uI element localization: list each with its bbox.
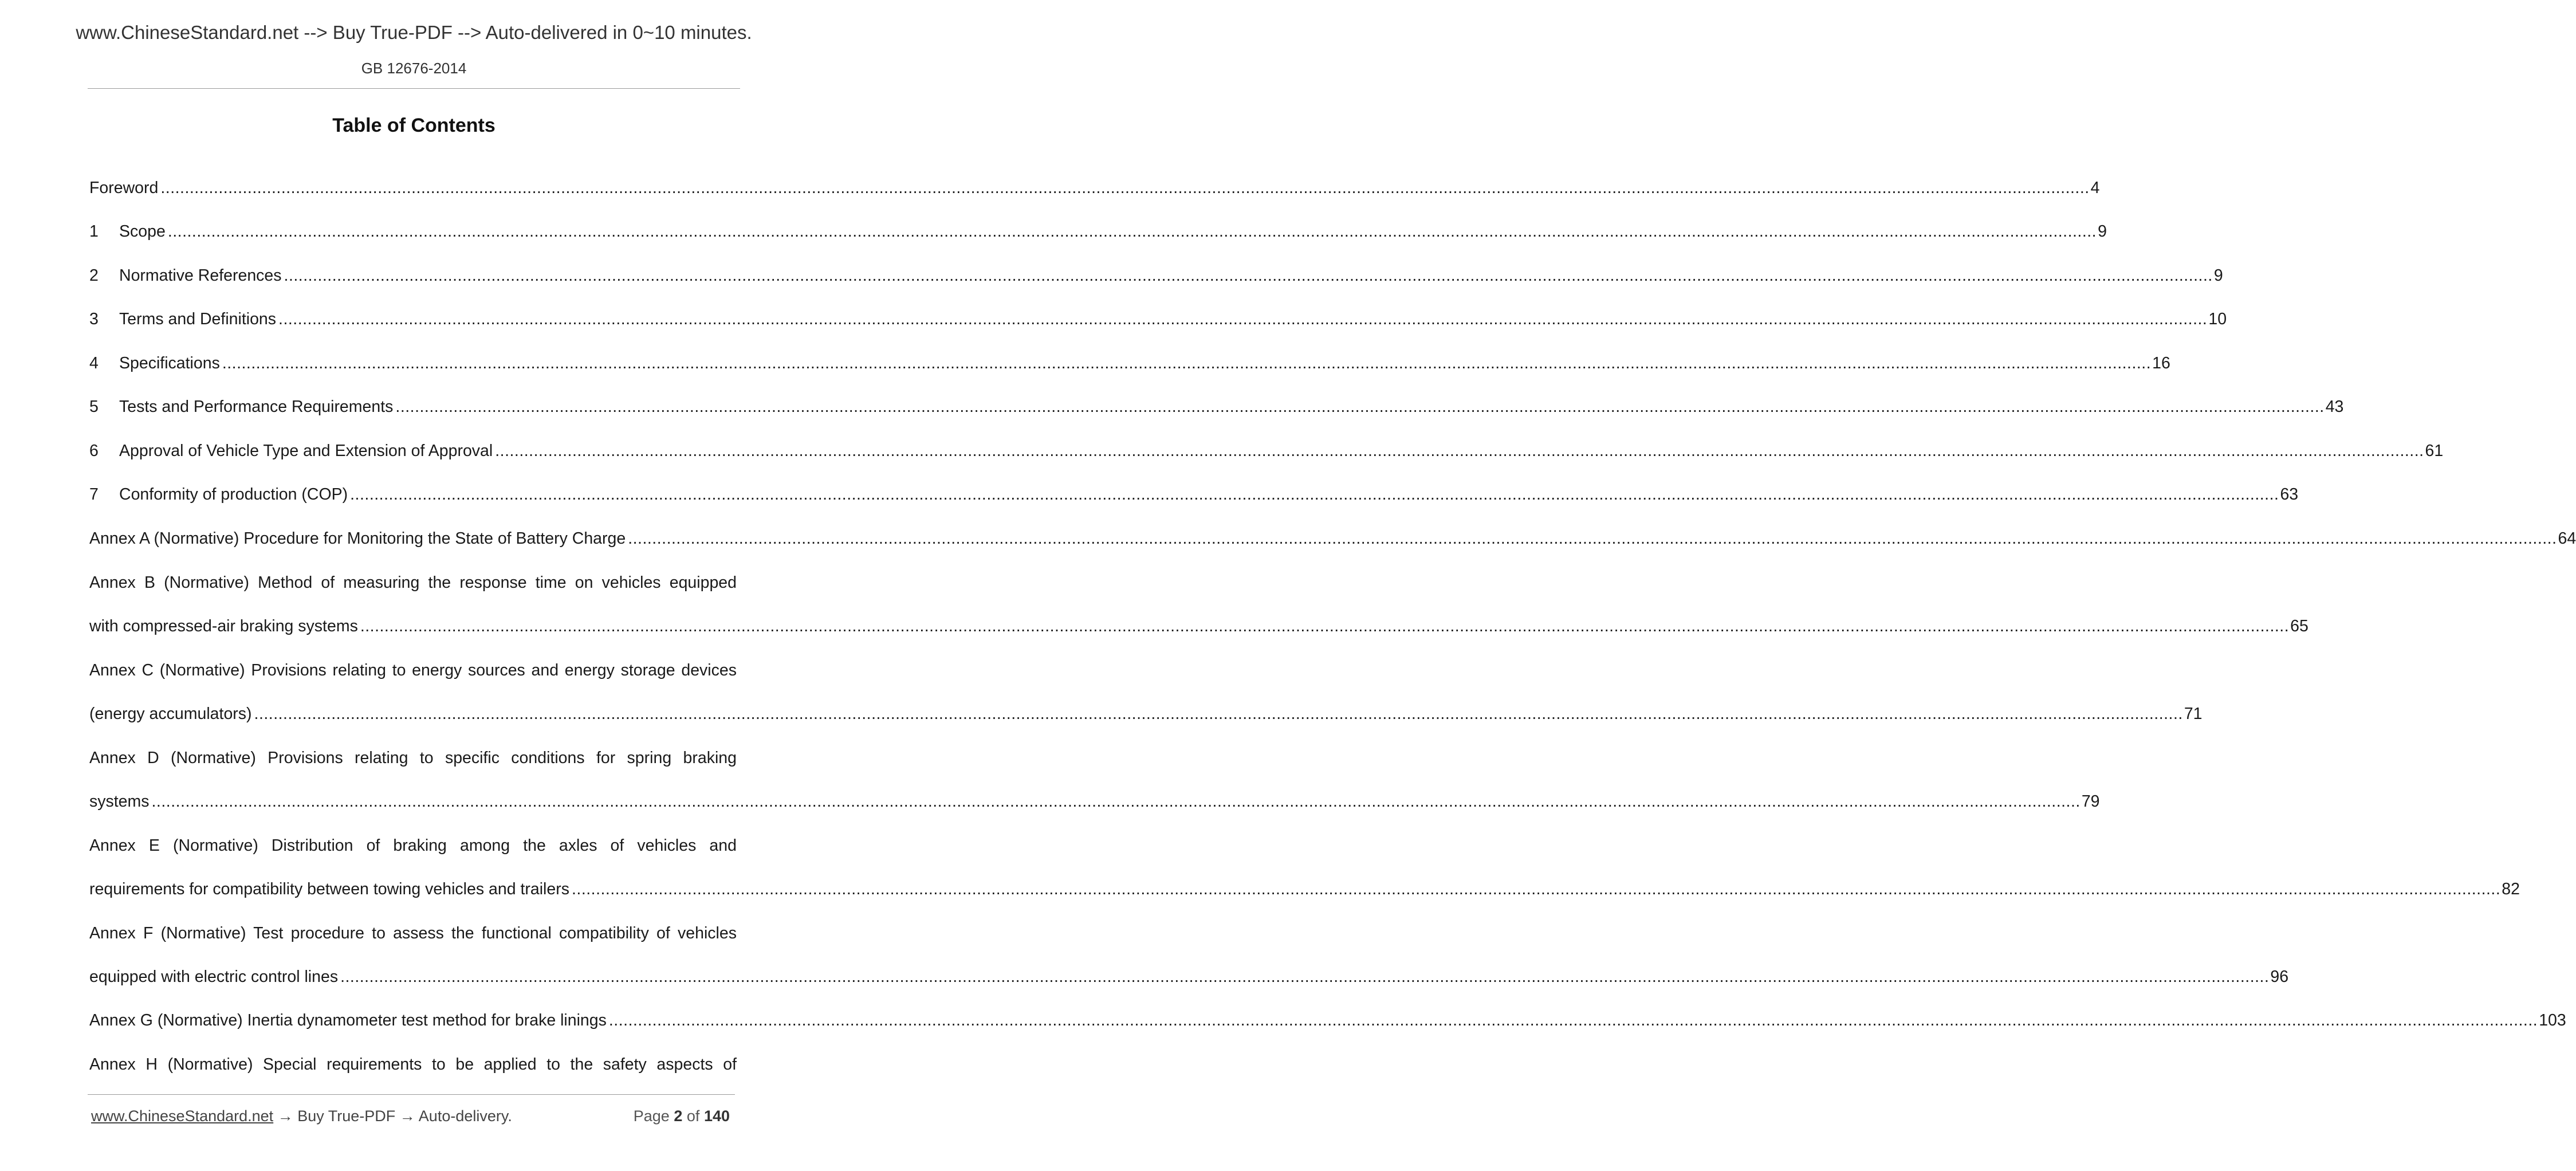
toc-leader: ................................................................................................................................................................................................................................................................................................................................................................................................................	[151, 792, 2081, 811]
toc-entry-number: 2	[89, 266, 99, 285]
toc-entry-annex-g[interactable]	[89, 999, 2566, 1043]
toc-entry-annex-c-line1[interactable]: Annex C (Normative) Provisions relating to energy sources and energy storage devices	[89, 661, 737, 679]
toc-leader: ................................................................................................................................................................................................................................................................................................................................................................................................................	[360, 616, 2290, 635]
toc-entry-foreword[interactable]	[89, 166, 2100, 210]
toc-entry-annex-d-line2[interactable]	[89, 780, 2100, 824]
toc-title: Table of Contents	[332, 115, 495, 136]
footer-delivery-text: Auto-delivery.	[418, 1107, 512, 1125]
toc-entry-page: 9	[2213, 266, 2223, 285]
page-of: of	[686, 1107, 700, 1125]
toc-entry-text: Conformity of production (COP)	[119, 485, 348, 504]
toc-entry-annex-f-line1[interactable]: Annex F (Normative) Test procedure to assess the functional compatibility of vehicles	[89, 924, 737, 942]
header-divider	[88, 88, 740, 89]
footer-divider	[88, 1094, 735, 1095]
toc-entry-text: Scope	[119, 222, 166, 241]
toc-leader: ................................................................................................................................................................................................................................................................................................................................................................................................................	[628, 529, 2557, 548]
toc-leader: ................................................................................................................................................................................................................................................................................................................................................................................................................	[608, 1011, 2538, 1030]
toc-entry-normative-references[interactable]	[89, 254, 2223, 298]
toc-entry-text: Terms and Definitions	[119, 310, 277, 329]
toc-leader: ................................................................................................................................................................................................................................................................................................................................................................................................................	[571, 879, 2501, 898]
toc-entry-approval[interactable]	[89, 429, 2444, 473]
toc-entry-text: Annex A (Normative) Procedure for Monitoring the State of Battery Charge	[89, 529, 626, 548]
toc-entry-page: 9	[2098, 222, 2107, 241]
page-label: Page	[633, 1107, 670, 1125]
toc-entry-page: 63	[2280, 485, 2299, 504]
standard-code: GB 12676-2014	[361, 60, 467, 77]
toc-entry-text: Foreword	[89, 178, 159, 197]
toc-entry-annex-c-line2[interactable]	[89, 692, 2203, 736]
toc-leader: ................................................................................................................................................................................................................................................................................................................................................................................................................	[350, 485, 2279, 504]
toc-entry-page: 16	[2152, 353, 2170, 372]
toc-leader: ................................................................................................................................................................................................................................................................................................................................................................................................................	[167, 222, 2097, 241]
toc-leader: ................................................................................................................................................................................................................................................................................................................................................................................................................	[395, 398, 2325, 416]
toc-entry-text: equipped with electric control lines	[89, 967, 339, 986]
footer-promo	[91, 1107, 512, 1125]
toc-entry-scope[interactable]	[89, 210, 2107, 254]
toc-entry-annex-d-line1[interactable]: Annex D (Normative) Provisions relating to specific conditions for spring braking	[89, 748, 737, 767]
toc-entry-page: 64	[2558, 529, 2576, 548]
toc-entry-annex-e-line2[interactable]	[89, 867, 2520, 911]
page-total: 140	[703, 1107, 730, 1125]
toc-entry-text: systems	[89, 792, 150, 811]
toc-entry-number: 3	[89, 310, 99, 329]
toc-list	[89, 166, 2576, 1087]
toc-leader: ................................................................................................................................................................................................................................................................................................................................................................................................................	[254, 704, 2183, 723]
toc-entry-number: 5	[89, 398, 99, 416]
toc-entry-specifications[interactable]	[89, 341, 2170, 386]
toc-entry-text: Approval of Vehicle Type and Extension of Approval	[119, 441, 493, 460]
toc-entry-page: 79	[2081, 792, 2100, 811]
toc-leader: ................................................................................................................................................................................................................................................................................................................................................................................................................	[340, 967, 2270, 986]
toc-entry-number: 7	[89, 485, 99, 504]
toc-leader: ................................................................................................................................................................................................................................................................................................................................................................................................................	[222, 353, 2152, 372]
toc-entry-text: Tests and Performance Requirements	[119, 398, 394, 416]
toc-entry-text: requirements for compatibility between towing vehicles and trailers	[89, 879, 569, 898]
arrow-right-icon: →	[399, 1107, 415, 1125]
toc-leader: ................................................................................................................................................................................................................................................................................................................................................................................................................	[284, 266, 2213, 285]
toc-entry-terms-definitions[interactable]	[89, 298, 2227, 342]
toc-entry-annex-e-line1[interactable]: Annex E (Normative) Distribution of braking among the axles of vehicles and	[89, 836, 737, 855]
site-banner: www.ChineseStandard.net --> Buy True-PDF --> Auto-delivered in 0~10 minutes.	[76, 22, 752, 43]
toc-entry-annex-h-line1[interactable]: Annex H (Normative) Special requirements to be applied to the safety aspects of	[89, 1055, 737, 1074]
arrow-right-icon: →	[277, 1107, 293, 1125]
toc-entry-number: 6	[89, 441, 99, 460]
toc-entry-page: 82	[2502, 879, 2520, 898]
toc-entry-text: Annex G (Normative) Inertia dynamometer test method for brake linings	[89, 1011, 607, 1030]
toc-entry-page: 10	[2208, 310, 2227, 329]
toc-leader: ................................................................................................................................................................................................................................................................................................................................................................................................................	[278, 310, 2208, 329]
toc-entry-number: 4	[89, 353, 99, 372]
toc-entry-annex-b-line2[interactable]	[89, 604, 2308, 649]
toc-entry-text: with compressed-air braking systems	[89, 616, 358, 635]
toc-leader: ................................................................................................................................................................................................................................................................................................................................................................................................................	[160, 178, 2090, 197]
toc-entry-annex-f-line2[interactable]	[89, 955, 2289, 999]
toc-entry-page: 43	[2325, 398, 2344, 416]
page-indicator	[634, 1107, 730, 1125]
toc-entry-conformity[interactable]	[89, 473, 2299, 517]
toc-entry-page: 65	[2290, 616, 2308, 635]
toc-entry-text: Normative References	[119, 266, 282, 285]
toc-entry-page: 103	[2539, 1011, 2566, 1030]
toc-entry-text: Specifications	[119, 353, 220, 372]
toc-entry-text: (energy accumulators)	[89, 704, 252, 723]
toc-entry-page: 71	[2184, 704, 2203, 723]
footer-site-link[interactable]: www.ChineseStandard.net	[91, 1107, 274, 1125]
footer-buy-text: Buy True-PDF	[297, 1107, 396, 1125]
toc-entry-page: 4	[2090, 178, 2100, 197]
toc-entry-page: 61	[2425, 441, 2444, 460]
toc-entry-annex-a[interactable]	[89, 517, 2576, 561]
toc-entry-annex-b-line1[interactable]: Annex B (Normative) Method of measuring the response time on vehicles equipped	[89, 573, 737, 592]
page-current: 2	[674, 1107, 683, 1125]
toc-leader: ................................................................................................................................................................................................................................................................................................................................................................................................................	[495, 441, 2424, 460]
toc-entry-number: 1	[89, 222, 99, 241]
toc-entry-page: 96	[2270, 967, 2289, 986]
toc-entry-tests-performance[interactable]	[89, 386, 2344, 430]
